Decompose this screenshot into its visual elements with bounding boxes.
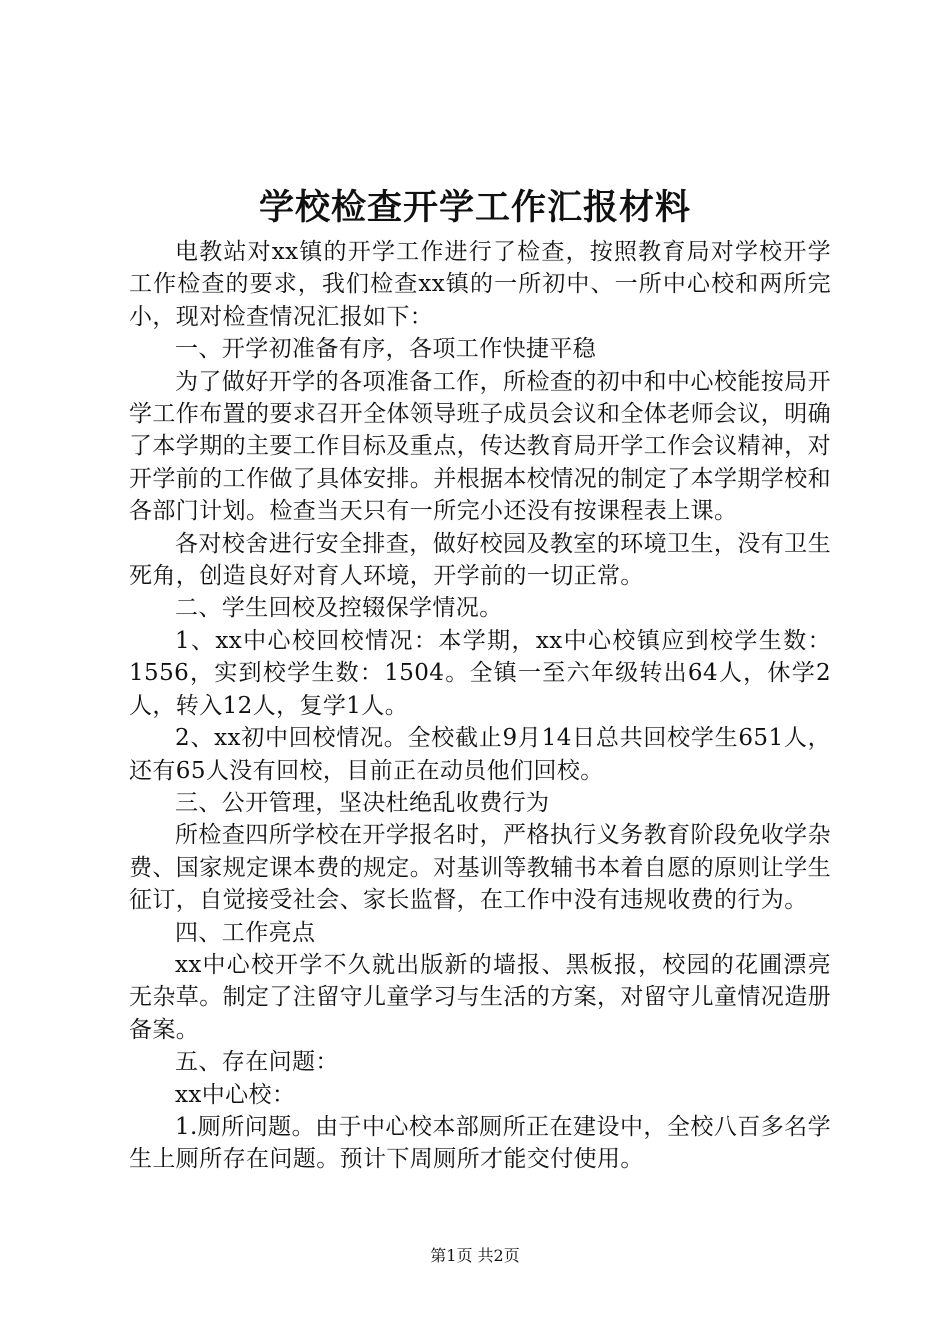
paragraph-preparation: 为了做好开学的各项准备工作，所检查的初中和中心校能按局开学工作布置的要求召开全体领导班子成员会议和全体老师会议，明确了本学期的主要工作目标及重点，传达教育局开学工作会议精神，对开学前的工作做了具体安排。并根据本校情况的制定了本学期学校和各部门计划。检查当天只有一所完小还没有按课程表上课。 xyxy=(129,368,831,525)
section-heading-2: 二、学生回校及控辍保学情况。 xyxy=(175,595,503,622)
section-heading-5: 五、存在问题： xyxy=(175,1049,339,1076)
document-title: 学校检查开学工作汇报材料 xyxy=(258,187,691,228)
document-body xyxy=(129,236,831,1176)
paragraph-highlights: xx中心校开学不久就出版新的墙报、黑板报，校园的花圃漂亮无杂草。制定了注留守儿童学习与生活的方案，对留守儿童情况造册备案。 xyxy=(129,951,831,1043)
paragraph-fees: 所检查四所学校在开学报名时，严格执行义务教育阶段免收学杂费、国家规定课本费的规定。对基训等教辅书本着自愿的原则让学生征订，自觉接受社会、家长监督，在工作中没有违规收费的行为。 xyxy=(129,822,831,914)
section-heading-4: 四、工作亮点 xyxy=(175,919,316,946)
paragraph-toilet-issue: 1.厕所问题。由于中心校本部厕所正在建设中，全校八百多名学生上厕所存在问题。预计下周厕所才能交付使用。 xyxy=(129,1113,831,1173)
page-number-footer: 第1页 共2页 xyxy=(430,1246,520,1265)
section-heading-3: 三、公开管理，坚决杜绝乱收费行为 xyxy=(175,789,550,816)
paragraph-safety-check: 各对校舍进行安全排查，做好校园及教室的环境卫生，没有卫生死角，创造良好对育人环境，开学前的一切正常。 xyxy=(129,530,831,590)
paragraph-central-school-return: 1、xx中心校回校情况：本学期，xx中心校镇应到校学生数：1556，实到校学生数：1504。全镇一至六年级转出64人，休学2人，转入12人，复学1人。 xyxy=(129,627,831,719)
paragraph-intro: 电教站对xx镇的开学工作进行了检查，按照教育局对学校开学工作检查的要求，我们检查xx镇的一所初中、一所中心校和两所完小，现对检查情况汇报如下： xyxy=(129,239,831,330)
subheading-central-school: xx中心校： xyxy=(175,1081,296,1108)
paragraph-middle-school-return: 2、xx初中回校情况。全校截止9月14日总共回校学生651人，还有65人没有回校，目前正在动员他们回校。 xyxy=(129,725,831,784)
section-heading-1: 一、开学初准备有序，各项工作快捷平稳 xyxy=(175,336,597,363)
